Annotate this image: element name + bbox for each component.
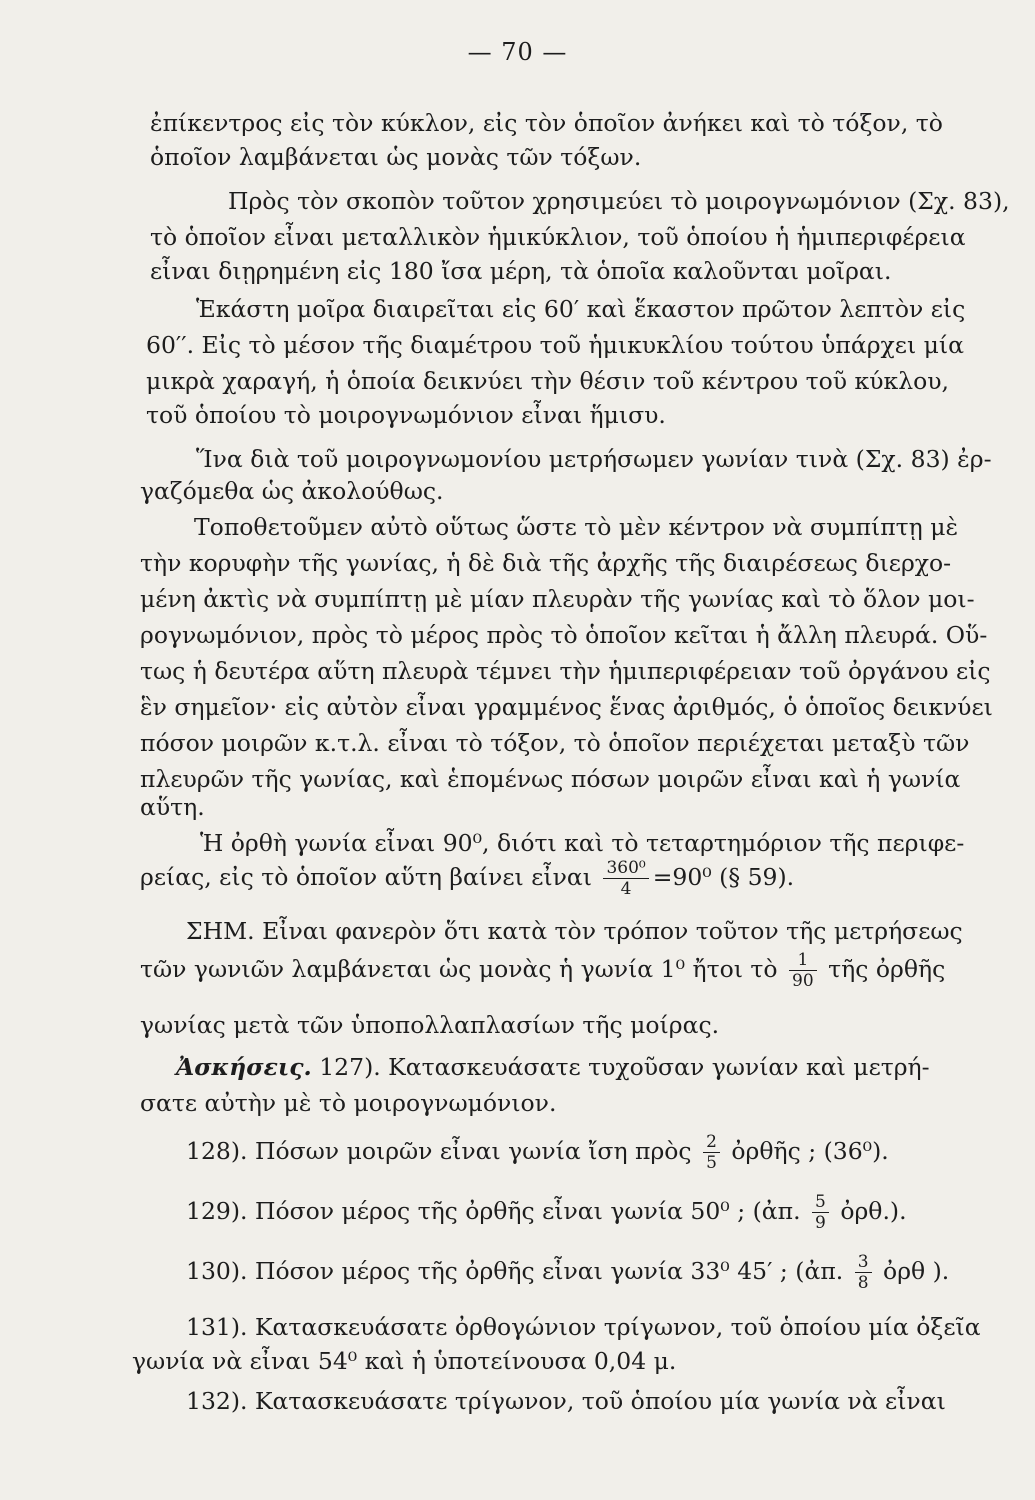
text-line: σατε αὐτὴν μὲ τὸ μοιρογνωμόνιον. — [140, 1089, 557, 1117]
text-line: τως ἡ δευτέρα αὕτη πλευρὰ τέμνει τὴν ἡμιπεριφέρειαν τοῦ ὀργάνου εἰς — [140, 657, 991, 685]
exercise-128 — [0, 1132, 1035, 1173]
text-line: αὕτη. — [140, 793, 205, 821]
fraction-numerator: 3 — [855, 1252, 872, 1273]
text-line: τὴν κορυφὴν τῆς γωνίας, ἡ δὲ διὰ τῆς ἀρχῆς τῆς διαιρέσεως διερχο- — [140, 549, 952, 577]
line-text: ρείας, εἰς τὸ ὁποῖον αὕτη βαίνει εἶναι — [140, 863, 592, 891]
exercise-131: 131). Κατασκευάσατε ὀρθογώνιον τρίγωνον, τοῦ ὁποίου μία ὀξεῖα — [186, 1313, 981, 1341]
text-line: μικρὰ χαραγή, ἡ ὁποία δεικνύει τὴν θέσιν τοῦ κέντρου τοῦ κύκλου, — [146, 367, 949, 395]
fraction — [703, 1132, 720, 1173]
line-text: ὀρθῆς ; (36⁰). — [731, 1137, 889, 1165]
text-line: γαζόμεθα ὡς ἀκολούθως. — [140, 477, 444, 505]
text-line: Ἡ ὀρθὴ γωνία εἶναι 90⁰, διότι καὶ τὸ τεταρτημόριον τῆς περιφε- — [200, 829, 965, 857]
line-text: 130). Πόσον μέρος τῆς ὀρθῆς εἶναι γωνία 33⁰ 45′ ; (ἀπ. — [186, 1257, 844, 1285]
fraction-denominator: 9 — [815, 1213, 826, 1233]
fraction-denominator: 8 — [857, 1273, 869, 1293]
text-line: γωνίας μετὰ τῶν ὑποπολλαπλασίων τῆς μοίρας. — [140, 1011, 720, 1039]
exercises-line — [0, 1052, 1035, 1082]
text-line: μένη ἀκτὶς νὰ συμπίπτῃ μὲ μίαν πλευρὰν τῆς γωνίας καὶ τὸ ὅλον μοι- — [140, 585, 975, 613]
line-text: ὀρθ ). — [883, 1257, 950, 1285]
line-text: τῶν γωνιῶν λαμβάνεται ὡς μονὰς ἡ γωνία 1⁰ ἤτοι τὸ — [140, 955, 778, 983]
line-text: =90⁰ (§ 59). — [652, 863, 795, 891]
text-line: ρογνωμόνιον, πρὸς τὸ μέρος πρὸς τὸ ὁποῖον κεῖται ἡ ἄλλη πλευρά. Οὕ- — [140, 621, 988, 649]
fraction-denominator: 4 — [620, 879, 632, 899]
text-line: γωνία νὰ εἶναι 54⁰ καὶ ἡ ὑποτείνουσα 0,04 μ. — [132, 1347, 677, 1375]
line-text: 128). Πόσων μοιρῶν εἶναι γωνία ἴση πρὸς — [186, 1137, 692, 1165]
exercise-132: 132). Κατασκευάσατε τρίγωνον, τοῦ ὁποίου μία γωνία νὰ εἶναι — [186, 1387, 946, 1415]
fraction-denominator: 5 — [706, 1153, 717, 1173]
line-text: 129). Πόσον μέρος τῆς ὀρθῆς εἶναι γωνία 50⁰ ; (ἀπ. — [186, 1197, 801, 1225]
text-line: Τοποθετοῦμεν αὐτὸ οὕτως ὥστε τὸ μὲν κέντρον νὰ συμπίπτῃ μὲ — [194, 513, 959, 541]
page-number: — 70 — — [467, 38, 568, 66]
text-line: ἐπίκεντρος εἰς τὸν κύκλον, εἰς τὸν ὁποῖον ἀνήκει καὶ τὸ τόξον, τὸ — [150, 109, 943, 137]
fraction-numerator: 2 — [703, 1132, 720, 1153]
exercise-130 — [0, 1252, 1035, 1293]
text-line: Ἑκάστη μοῖρα διαιρεῖται εἰς 60′ καὶ ἕκαστον πρῶτον λεπτὸν εἰς — [196, 295, 966, 323]
fraction-numerator: 5 — [812, 1192, 829, 1213]
text-line: ὁποῖον λαμβάνεται ὡς μονὰς τῶν τόξων. — [150, 143, 642, 171]
text-line: τοῦ ὁποίου τὸ μοιρογνωμόνιον εἶναι ἥμισυ. — [146, 401, 666, 429]
text-line: ἓν σημεῖον· εἰς αὐτὸν εἶναι γραμμένος ἕνας ἀριθμός, ὁ ὁποῖος δεικνύει — [140, 693, 993, 721]
text-line: πόσον μοιρῶν κ.τ.λ. εἶναι τὸ τόξον, τὸ ὁποῖον περιέχεται μεταξὺ τῶν — [140, 729, 970, 757]
fraction-numerator: 360⁰ — [603, 858, 648, 879]
exercises-heading: Ἀσκήσεις. — [176, 1053, 312, 1081]
fraction-denominator: 90 — [792, 971, 814, 991]
text-line-fraction — [0, 858, 1035, 899]
exercise-129 — [0, 1192, 1035, 1233]
text-line: τὸ ὁποῖον εἶναι μεταλλικὸν ἡμικύκλιον, τοῦ ὁποίου ἡ ἡμιπεριφέρεια — [150, 223, 966, 251]
text-line: πλευρῶν τῆς γωνίας, καὶ ἑπομένως πόσων μοιρῶν εἶναι καὶ ἡ γωνία — [140, 765, 961, 793]
fraction-numerator: 1 — [789, 950, 817, 971]
fraction — [855, 1252, 872, 1293]
fraction — [603, 858, 648, 899]
line-text: 127). Κατασκευάσατε τυχοῦσαν γωνίαν καὶ μετρή- — [319, 1053, 930, 1081]
text-line: Πρὸς τὸν σκοπὸν τοῦτον χρησιμεύει τὸ μοιρογνωμόνιον (Σχ. 83), — [228, 187, 1010, 215]
line-text: τῆς ὀρθῆς — [828, 955, 946, 983]
note-line: ΣΗΜ. Εἶναι φανερὸν ὅτι κατὰ τὸν τρόπον τοῦτον τῆς μετρήσεως — [186, 917, 963, 945]
line-text: ὀρθ.). — [840, 1197, 907, 1225]
fraction — [789, 950, 817, 991]
text-line: 60′′. Εἰς τὸ μέσον τῆς διαμέτρου τοῦ ἡμικυκλίου τούτου ὑπάρχει μία — [146, 331, 964, 359]
text-line: Ἵνα διὰ τοῦ μοιρογνωμονίου μετρήσωμεν γωνίαν τινὰ (Σχ. 83) ἐρ- — [196, 445, 992, 473]
fraction — [812, 1192, 829, 1233]
text-line: εἶναι διῃρημένη εἰς 180 ἴσα μέρη, τὰ ὁποῖα καλοῦνται μοῖραι. — [150, 257, 892, 285]
text-line-fraction — [0, 950, 1035, 991]
